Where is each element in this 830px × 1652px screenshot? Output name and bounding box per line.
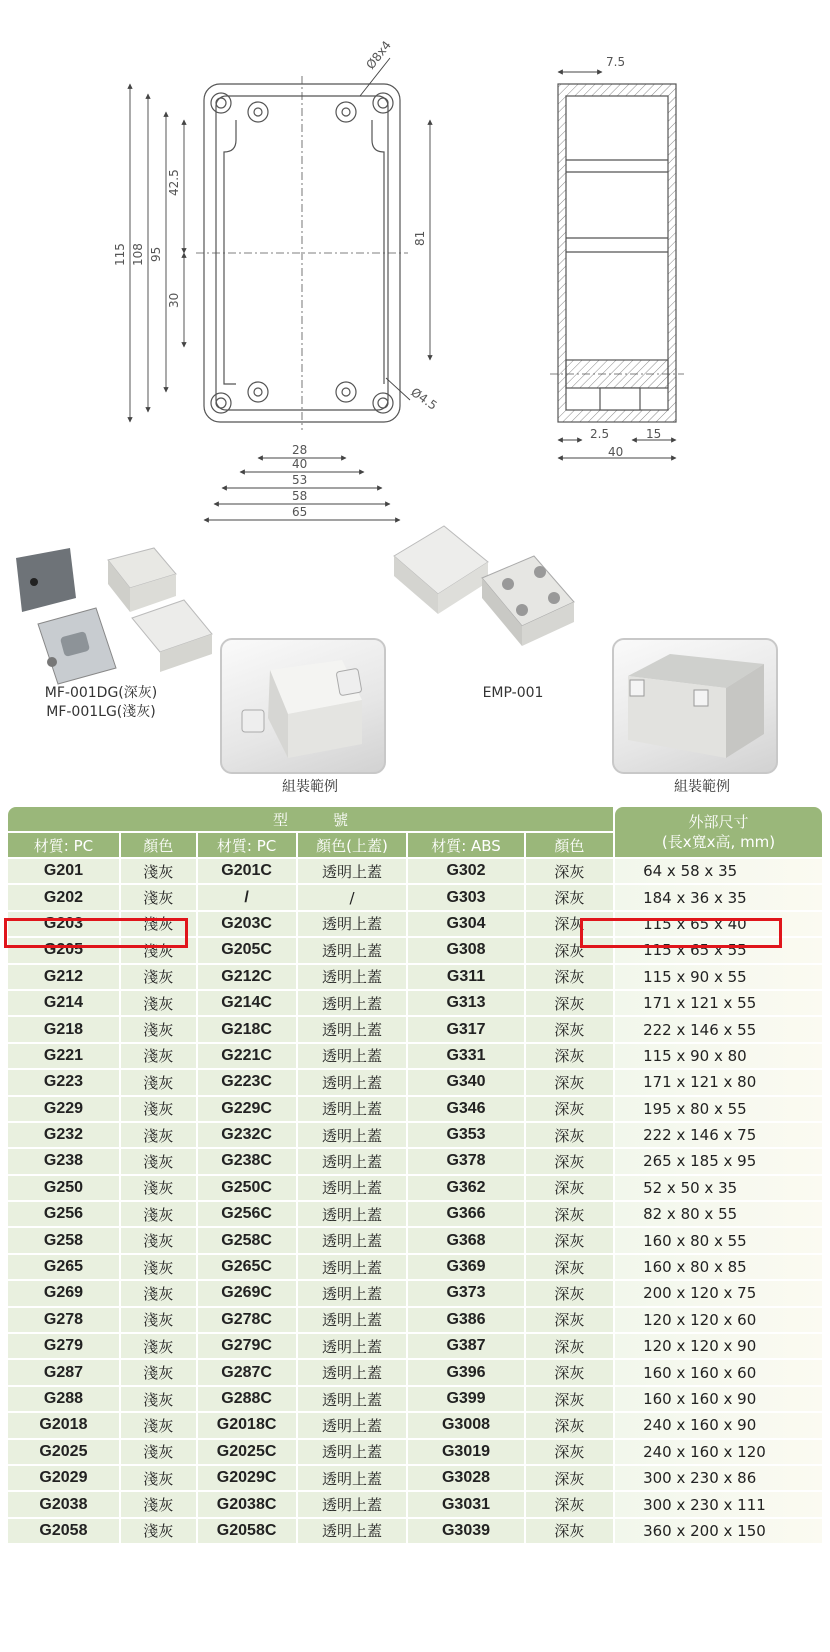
pc-model-cell: G288 <box>8 1387 119 1411</box>
dim-95: 95 <box>149 246 163 262</box>
lid-color-cell: / <box>298 885 407 909</box>
size-cell: 52 x 50 x 35 <box>615 1176 822 1200</box>
assembly-box-icon-2 <box>614 640 776 772</box>
pc-color-cell: 淺灰 <box>121 1255 196 1279</box>
pc-color-cell: 淺灰 <box>121 859 196 883</box>
abs-model-cell: G366 <box>408 1202 523 1226</box>
model-table <box>6 805 824 1545</box>
pc-model-cell: G2018 <box>8 1413 119 1437</box>
pc-color-cell: 淺灰 <box>121 1413 196 1437</box>
abs-model-cell: G386 <box>408 1308 523 1332</box>
pc-model-cell: G2058 <box>8 1519 119 1543</box>
header-pc-clear-material: 材質: PC <box>198 833 296 857</box>
abs-model-cell: G346 <box>408 1097 523 1121</box>
pc-color-cell: 淺灰 <box>121 938 196 962</box>
technical-drawing <box>0 0 830 530</box>
lid-color-cell: 透明上蓋 <box>298 1176 407 1200</box>
pc-clear-model-cell: G288C <box>198 1387 296 1411</box>
dim-2-5: 2.5 <box>590 427 610 441</box>
table-row <box>8 1413 822 1437</box>
abs-model-cell: G340 <box>408 1070 523 1094</box>
pc-clear-model-cell: G223C <box>198 1070 296 1094</box>
table-row <box>8 1176 822 1200</box>
abs-color-cell: 深灰 <box>526 1097 613 1121</box>
table-row <box>8 1466 822 1490</box>
header-abs-material: 材質: ABS <box>408 833 523 857</box>
dim-81: 81 <box>413 230 427 246</box>
pc-color-cell: 淺灰 <box>121 1044 196 1068</box>
lid-color-cell: 透明上蓋 <box>298 1228 407 1252</box>
size-cell: 64 x 58 x 35 <box>615 859 822 883</box>
table-row <box>8 1492 822 1516</box>
lid-color-cell: 透明上蓋 <box>298 1519 407 1543</box>
pc-color-cell: 淺灰 <box>121 1017 196 1041</box>
dim-28: 28 <box>292 443 308 457</box>
size-cell: 184 x 36 x 35 <box>615 885 822 909</box>
dim-42-5: 42.5 <box>167 169 181 196</box>
header-pc-material: 材質: PC <box>8 833 119 857</box>
side-view <box>550 84 684 422</box>
pc-color-cell: 淺灰 <box>121 912 196 936</box>
abs-color-cell: 深灰 <box>526 1176 613 1200</box>
size-cell: 160 x 80 x 55 <box>615 1228 822 1252</box>
lid-color-cell: 透明上蓋 <box>298 991 407 1015</box>
pc-color-cell: 淺灰 <box>121 1334 196 1358</box>
lid-color-cell: 透明上蓋 <box>298 1413 407 1437</box>
abs-model-cell: G313 <box>408 991 523 1015</box>
pc-color-cell: 淺灰 <box>121 1176 196 1200</box>
size-cell: 160 x 160 x 90 <box>615 1387 822 1411</box>
pc-color-cell: 淺灰 <box>121 1097 196 1121</box>
abs-model-cell: G304 <box>408 912 523 936</box>
pc-model-cell: G2025 <box>8 1440 119 1464</box>
lid-color-cell: 透明上蓋 <box>298 1360 407 1384</box>
pc-clear-model-cell: / <box>198 885 296 909</box>
pc-clear-model-cell: G201C <box>198 859 296 883</box>
emp-001-label: EMP-001 <box>482 685 544 701</box>
dim-53: 53 <box>292 473 308 487</box>
size-cell: 300 x 230 x 111 <box>615 1492 822 1516</box>
lid-color-cell: 透明上蓋 <box>298 1281 407 1305</box>
pc-clear-model-cell: G258C <box>198 1228 296 1252</box>
pc-color-cell: 淺灰 <box>121 1070 196 1094</box>
pc-color-cell: 淺灰 <box>121 1387 196 1411</box>
pc-model-cell: G205 <box>8 938 119 962</box>
pc-clear-model-cell: G238C <box>198 1149 296 1173</box>
mf-001dg-label: MF-001DG(深灰) <box>44 685 158 701</box>
table-row <box>8 1202 822 1226</box>
abs-model-cell: G303 <box>408 885 523 909</box>
lid-color-cell: 透明上蓋 <box>298 1440 407 1464</box>
table-row <box>8 1387 822 1411</box>
pc-clear-model-cell: G269C <box>198 1281 296 1305</box>
size-cell: 171 x 121 x 80 <box>615 1070 822 1094</box>
abs-model-cell: G353 <box>408 1123 523 1147</box>
dim-65: 65 <box>292 505 308 519</box>
abs-color-cell: 深灰 <box>526 885 613 909</box>
abs-model-cell: G308 <box>408 938 523 962</box>
abs-color-cell: 深灰 <box>526 1281 613 1305</box>
size-cell: 195 x 80 x 55 <box>615 1097 822 1121</box>
mf-001-label <box>26 684 176 722</box>
model-table-grid <box>6 805 824 1545</box>
abs-color-cell: 深灰 <box>526 1360 613 1384</box>
pc-model-cell: G223 <box>8 1070 119 1094</box>
pc-color-cell: 淺灰 <box>121 1149 196 1173</box>
pc-color-cell: 淺灰 <box>121 1228 196 1252</box>
table-row <box>8 1440 822 1464</box>
abs-color-cell: 深灰 <box>526 1202 613 1226</box>
pc-clear-model-cell: G2058C <box>198 1519 296 1543</box>
abs-color-cell: 深灰 <box>526 1466 613 1490</box>
table-row <box>8 1228 822 1252</box>
table-row <box>8 885 822 909</box>
pc-color-cell: 淺灰 <box>121 1466 196 1490</box>
lid-color-cell: 透明上蓋 <box>298 1123 407 1147</box>
lid-color-cell: 透明上蓋 <box>298 965 407 989</box>
pc-clear-model-cell: G218C <box>198 1017 296 1041</box>
size-cell: 115 x 65 x 40 <box>615 912 822 936</box>
pc-color-cell: 淺灰 <box>121 1281 196 1305</box>
table-row <box>8 1308 822 1332</box>
abs-color-cell: 深灰 <box>526 1228 613 1252</box>
pc-model-cell: G250 <box>8 1176 119 1200</box>
abs-model-cell: G331 <box>408 1044 523 1068</box>
dim-7-5: 7.5 <box>606 55 626 69</box>
pc-model-cell: G2029 <box>8 1466 119 1490</box>
pc-model-cell: G287 <box>8 1360 119 1384</box>
size-cell: 222 x 146 x 75 <box>615 1123 822 1147</box>
abs-color-cell: 深灰 <box>526 1149 613 1173</box>
abs-model-cell: G368 <box>408 1228 523 1252</box>
pc-model-cell: G221 <box>8 1044 119 1068</box>
assembly-example-label-1: 組裝範例 <box>282 779 338 795</box>
dim-58: 58 <box>292 489 308 503</box>
size-cell: 240 x 160 x 90 <box>615 1413 822 1437</box>
dim-15: 15 <box>646 427 662 441</box>
abs-color-cell: 深灰 <box>526 991 613 1015</box>
abs-color-cell: 深灰 <box>526 912 613 936</box>
pc-clear-model-cell: G212C <box>198 965 296 989</box>
size-header-line-1: 外部尺寸 <box>688 813 749 831</box>
abs-model-cell: G362 <box>408 1176 523 1200</box>
abs-color-cell: 深灰 <box>526 1017 613 1041</box>
header-pc-color: 顏色 <box>121 833 196 857</box>
size-cell: 265 x 185 x 95 <box>615 1149 822 1173</box>
pc-color-cell: 淺灰 <box>121 1308 196 1332</box>
dim-hole-8: Ø8x4 <box>363 38 394 72</box>
size-cell: 82 x 80 x 55 <box>615 1202 822 1226</box>
pc-clear-model-cell: G2038C <box>198 1492 296 1516</box>
model-table-body <box>8 859 822 1543</box>
abs-color-cell: 深灰 <box>526 1519 613 1543</box>
pc-clear-model-cell: G229C <box>198 1097 296 1121</box>
dim-30: 30 <box>167 292 181 308</box>
pc-clear-model-cell: G278C <box>198 1308 296 1332</box>
abs-color-cell: 深灰 <box>526 1413 613 1437</box>
pc-color-cell: 淺灰 <box>121 991 196 1015</box>
pc-color-cell: 淺灰 <box>121 1202 196 1226</box>
front-view <box>196 76 408 430</box>
pc-clear-model-cell: G256C <box>198 1202 296 1226</box>
lid-color-cell: 透明上蓋 <box>298 1334 407 1358</box>
pc-model-cell: G212 <box>8 965 119 989</box>
table-row <box>8 991 822 1015</box>
table-row <box>8 1070 822 1094</box>
pc-clear-model-cell: G205C <box>198 938 296 962</box>
table-row <box>8 1017 822 1041</box>
abs-color-cell: 深灰 <box>526 1044 613 1068</box>
lid-color-cell: 透明上蓋 <box>298 912 407 936</box>
table-row <box>8 1255 822 1279</box>
pc-model-cell: G278 <box>8 1308 119 1332</box>
lid-color-cell: 透明上蓋 <box>298 859 407 883</box>
lid-color-cell: 透明上蓋 <box>298 1387 407 1411</box>
mf-001lg-label: MF-001LG(淺灰) <box>46 704 156 720</box>
pc-clear-model-cell: G287C <box>198 1360 296 1384</box>
pc-model-cell: G232 <box>8 1123 119 1147</box>
lid-color-cell: 透明上蓋 <box>298 1492 407 1516</box>
table-row <box>8 1519 822 1543</box>
size-cell: 300 x 230 x 86 <box>615 1466 822 1490</box>
table-row <box>8 912 822 936</box>
abs-model-cell: G3039 <box>408 1519 523 1543</box>
pc-model-cell: G279 <box>8 1334 119 1358</box>
size-cell: 120 x 120 x 90 <box>615 1334 822 1358</box>
pc-clear-model-cell: G279C <box>198 1334 296 1358</box>
pc-model-cell: G202 <box>8 885 119 909</box>
pc-model-cell: G201 <box>8 859 119 883</box>
header-lid-color: 顏色(上蓋) <box>298 833 407 857</box>
pc-model-cell: G203 <box>8 912 119 936</box>
size-header <box>615 807 822 857</box>
size-header-line-2: (長x寬x高, mm) <box>661 833 776 851</box>
abs-color-cell: 深灰 <box>526 1255 613 1279</box>
abs-model-cell: G3008 <box>408 1413 523 1437</box>
table-row <box>8 1149 822 1173</box>
mf-001-bracket-photo <box>4 538 226 698</box>
pc-clear-model-cell: G214C <box>198 991 296 1015</box>
dim-40-side: 40 <box>608 445 624 459</box>
abs-model-cell: G369 <box>408 1255 523 1279</box>
pc-color-cell: 淺灰 <box>121 1360 196 1384</box>
pc-model-cell: G256 <box>8 1202 119 1226</box>
table-row <box>8 1097 822 1121</box>
assembly-example-label-2: 組裝範例 <box>674 779 730 795</box>
pc-color-cell: 淺灰 <box>121 1519 196 1543</box>
abs-color-cell: 深灰 <box>526 1308 613 1332</box>
front-dimension-lines <box>130 58 430 520</box>
pc-model-cell: G229 <box>8 1097 119 1121</box>
abs-model-cell: G311 <box>408 965 523 989</box>
pc-clear-model-cell: G2029C <box>198 1466 296 1490</box>
size-cell: 160 x 160 x 60 <box>615 1360 822 1384</box>
lid-color-cell: 透明上蓋 <box>298 1202 407 1226</box>
pc-clear-model-cell: G250C <box>198 1176 296 1200</box>
abs-color-cell: 深灰 <box>526 1387 613 1411</box>
size-cell: 115 x 90 x 80 <box>615 1044 822 1068</box>
assembly-box-icon <box>222 640 384 772</box>
lid-color-cell: 透明上蓋 <box>298 1466 407 1490</box>
table-row <box>8 1044 822 1068</box>
table-row <box>8 938 822 962</box>
abs-color-cell: 深灰 <box>526 1070 613 1094</box>
pc-model-cell: G258 <box>8 1228 119 1252</box>
abs-model-cell: G302 <box>408 859 523 883</box>
dim-108: 108 <box>131 243 145 266</box>
table-row <box>8 965 822 989</box>
size-cell: 240 x 160 x 120 <box>615 1440 822 1464</box>
model-group-header: 型 號 <box>8 807 613 831</box>
pc-model-cell: G2038 <box>8 1492 119 1516</box>
pc-model-cell: G238 <box>8 1149 119 1173</box>
pc-model-cell: G218 <box>8 1017 119 1041</box>
emp-001-hinge-photo <box>384 516 584 676</box>
abs-model-cell: G3019 <box>408 1440 523 1464</box>
lid-color-cell: 透明上蓋 <box>298 1308 407 1332</box>
lid-color-cell: 透明上蓋 <box>298 1044 407 1068</box>
abs-color-cell: 深灰 <box>526 1440 613 1464</box>
abs-color-cell: 深灰 <box>526 1123 613 1147</box>
lid-color-cell: 透明上蓋 <box>298 1070 407 1094</box>
pc-clear-model-cell: G221C <box>198 1044 296 1068</box>
abs-color-cell: 深灰 <box>526 1492 613 1516</box>
abs-color-cell: 深灰 <box>526 965 613 989</box>
pc-color-cell: 淺灰 <box>121 1492 196 1516</box>
size-cell: 171 x 121 x 55 <box>615 991 822 1015</box>
size-cell: 360 x 200 x 150 <box>615 1519 822 1543</box>
abs-model-cell: G399 <box>408 1387 523 1411</box>
dim-hole-4-5: Ø4.5 <box>408 384 440 413</box>
size-cell: 120 x 120 x 60 <box>615 1308 822 1332</box>
pc-color-cell: 淺灰 <box>121 965 196 989</box>
dim-115: 115 <box>113 243 127 266</box>
size-cell: 115 x 90 x 55 <box>615 965 822 989</box>
table-row <box>8 1123 822 1147</box>
size-cell: 222 x 146 x 55 <box>615 1017 822 1041</box>
pc-clear-model-cell: G265C <box>198 1255 296 1279</box>
pc-color-cell: 淺灰 <box>121 885 196 909</box>
abs-model-cell: G378 <box>408 1149 523 1173</box>
pc-clear-model-cell: G2025C <box>198 1440 296 1464</box>
size-cell: 200 x 120 x 75 <box>615 1281 822 1305</box>
lid-color-cell: 透明上蓋 <box>298 1255 407 1279</box>
abs-color-cell: 深灰 <box>526 938 613 962</box>
lid-color-cell: 透明上蓋 <box>298 1017 407 1041</box>
abs-color-cell: 深灰 <box>526 859 613 883</box>
abs-color-cell: 深灰 <box>526 1334 613 1358</box>
header-abs-color: 顏色 <box>526 833 613 857</box>
abs-model-cell: G387 <box>408 1334 523 1358</box>
lid-color-cell: 透明上蓋 <box>298 1097 407 1121</box>
lid-color-cell: 透明上蓋 <box>298 938 407 962</box>
lid-color-cell: 透明上蓋 <box>298 1149 407 1173</box>
table-row <box>8 1281 822 1305</box>
pc-model-cell: G214 <box>8 991 119 1015</box>
size-cell: 115 x 65 x 55 <box>615 938 822 962</box>
pc-color-cell: 淺灰 <box>121 1123 196 1147</box>
dim-40: 40 <box>292 457 308 471</box>
abs-model-cell: G3028 <box>408 1466 523 1490</box>
table-row <box>8 1360 822 1384</box>
table-row <box>8 859 822 883</box>
pc-color-cell: 淺灰 <box>121 1440 196 1464</box>
pc-clear-model-cell: G232C <box>198 1123 296 1147</box>
pc-model-cell: G269 <box>8 1281 119 1305</box>
abs-model-cell: G396 <box>408 1360 523 1384</box>
abs-model-cell: G3031 <box>408 1492 523 1516</box>
pc-clear-model-cell: G203C <box>198 912 296 936</box>
assembly-example-photo-1 <box>220 638 386 774</box>
assembly-example-photo-2 <box>612 638 778 774</box>
abs-model-cell: G317 <box>408 1017 523 1041</box>
pc-clear-model-cell: G2018C <box>198 1413 296 1437</box>
pc-model-cell: G265 <box>8 1255 119 1279</box>
abs-model-cell: G373 <box>408 1281 523 1305</box>
table-row <box>8 1334 822 1358</box>
size-cell: 160 x 80 x 85 <box>615 1255 822 1279</box>
